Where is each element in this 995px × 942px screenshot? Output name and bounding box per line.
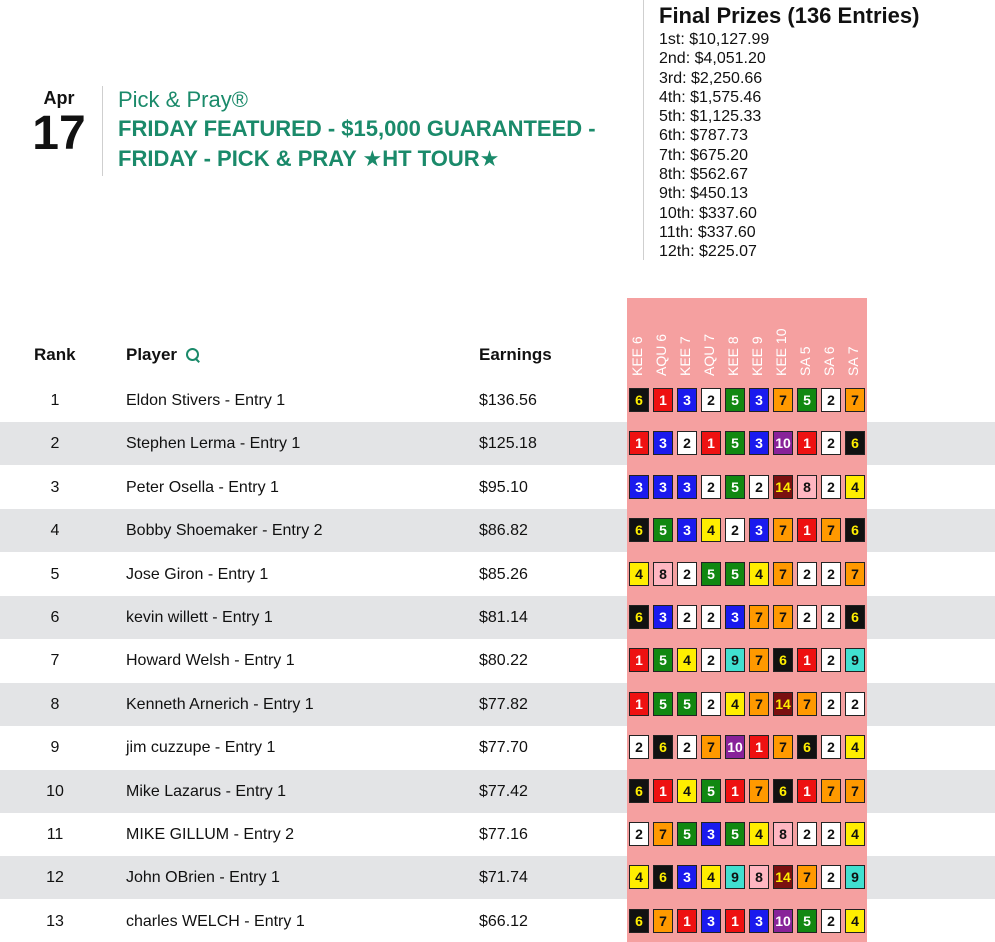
search-icon[interactable] xyxy=(185,347,201,363)
pick-badge: 1 xyxy=(677,909,697,933)
pick-badge: 6 xyxy=(845,431,865,455)
pick-badge: 6 xyxy=(629,605,649,629)
rank-cell: 11 xyxy=(46,826,64,843)
pick-badge: 5 xyxy=(725,431,745,455)
pick-badge: 2 xyxy=(629,822,649,846)
pick-row xyxy=(627,648,867,672)
prize-line: 12th: $225.07 xyxy=(659,243,757,261)
pick-badge: 5 xyxy=(677,822,697,846)
pick-badge: 5 xyxy=(653,692,673,716)
pick-badge: 2 xyxy=(821,388,841,412)
pick-badge: 7 xyxy=(749,692,769,716)
table-row[interactable] xyxy=(0,639,995,682)
pick-badge: 14 xyxy=(773,692,793,716)
player-name: Peter Osella - Entry 1 xyxy=(126,478,279,496)
pick-badge: 10 xyxy=(773,909,793,933)
prize-line: 4th: $1,575.46 xyxy=(659,88,762,106)
pick-badge: 7 xyxy=(653,822,673,846)
table-row[interactable] xyxy=(0,422,995,465)
player-header-label[interactable]: Player xyxy=(126,345,178,364)
pick-badge: 2 xyxy=(749,475,769,499)
pick-row xyxy=(627,431,867,455)
table-row[interactable] xyxy=(0,900,995,942)
prize-line: 3rd: $2,250.66 xyxy=(659,69,763,87)
race-header-label: AQU 6 xyxy=(653,333,669,376)
rank-cell: 1 xyxy=(50,392,60,409)
pick-row xyxy=(627,909,867,933)
player-name: Mike Lazarus - Entry 1 xyxy=(126,782,287,800)
pick-badge: 7 xyxy=(845,779,865,803)
pick-badge: 7 xyxy=(797,865,817,889)
player-name: Kenneth Arnerich - Entry 1 xyxy=(126,695,314,713)
race-header-label: AQU 7 xyxy=(701,333,717,376)
pick-badge: 6 xyxy=(845,605,865,629)
pick-badge: 5 xyxy=(653,518,673,542)
pick-badge: 10 xyxy=(725,735,745,759)
pick-row xyxy=(627,865,867,889)
pick-badge: 2 xyxy=(701,475,721,499)
tournament-title[interactable]: FRIDAY FEATURED - $15,000 GUARANTEED - FRIDAY - PICK & PRAY ★HT TOUR★ xyxy=(118,116,596,171)
table-row[interactable] xyxy=(0,466,995,509)
player-name: John OBrien - Entry 1 xyxy=(126,869,280,887)
race-header xyxy=(675,302,699,380)
pick-badge: 14 xyxy=(773,865,793,889)
race-header xyxy=(651,302,675,380)
pick-badge: 8 xyxy=(653,562,673,586)
pick-row xyxy=(627,605,867,629)
pick-badge: 2 xyxy=(701,605,721,629)
pick-badge: 2 xyxy=(821,648,841,672)
race-header-label: KEE 9 xyxy=(749,336,765,376)
pick-badge: 4 xyxy=(701,865,721,889)
pick-badge: 6 xyxy=(773,779,793,803)
pick-badge: 1 xyxy=(797,518,817,542)
pick-badge: 6 xyxy=(629,518,649,542)
pick-badge: 7 xyxy=(653,909,673,933)
rank-cell: 4 xyxy=(50,522,60,540)
pick-badge: 4 xyxy=(629,865,649,889)
pick-badge: 7 xyxy=(773,562,793,586)
pick-badge: 1 xyxy=(653,388,673,412)
pick-badge: 2 xyxy=(797,822,817,846)
final-prizes xyxy=(659,4,919,262)
pick-badge: 3 xyxy=(653,431,673,455)
table-row[interactable] xyxy=(0,856,995,899)
pick-badge: 3 xyxy=(677,388,697,412)
prizes-title: Final Prizes (136 Entries) xyxy=(659,3,920,28)
race-header xyxy=(843,302,867,380)
race-header xyxy=(723,302,747,380)
player-name: charles WELCH - Entry 1 xyxy=(126,912,305,930)
pick-badge: 6 xyxy=(629,779,649,803)
prize-line: 9th: $450.13 xyxy=(659,185,748,203)
race-header xyxy=(699,302,723,380)
prize-line: 11th: $337.60 xyxy=(659,223,756,241)
pick-badge: 1 xyxy=(725,909,745,933)
pick-badge: 1 xyxy=(653,779,673,803)
pick-badge: 1 xyxy=(701,431,721,455)
race-header xyxy=(819,302,843,380)
race-header xyxy=(795,302,819,380)
pick-badge: 5 xyxy=(677,692,697,716)
pick-badge: 4 xyxy=(845,735,865,759)
pick-badge: 8 xyxy=(773,822,793,846)
pick-badge: 7 xyxy=(773,388,793,412)
pick-badge: 6 xyxy=(797,735,817,759)
prize-line: 8th: $562.67 xyxy=(659,166,748,184)
prize-line: 6th: $787.73 xyxy=(659,127,748,145)
pick-badge: 4 xyxy=(677,648,697,672)
pick-badge: 7 xyxy=(845,388,865,412)
pick-badge: 3 xyxy=(677,865,697,889)
prize-list xyxy=(659,30,919,262)
pick-badge: 7 xyxy=(797,692,817,716)
race-header xyxy=(627,302,651,380)
pick-badge: 2 xyxy=(629,735,649,759)
pick-badge: 5 xyxy=(725,562,745,586)
pick-badge: 2 xyxy=(677,562,697,586)
race-header xyxy=(771,302,795,380)
pick-badge: 3 xyxy=(749,431,769,455)
player-name: Stephen Lerma - Entry 1 xyxy=(126,435,301,453)
rank-cell: 2 xyxy=(50,435,60,453)
pick-badge: 7 xyxy=(773,518,793,542)
pick-badge: 4 xyxy=(749,822,769,846)
event-month: Apr xyxy=(43,88,75,108)
pick-badge: 2 xyxy=(821,605,841,629)
pick-row xyxy=(627,388,867,412)
player-name: kevin willett - Entry 1 xyxy=(126,609,273,626)
race-header-label: KEE 6 xyxy=(629,336,645,376)
pick-badge: 5 xyxy=(653,648,673,672)
pick-badge: 3 xyxy=(749,909,769,933)
pick-badge: 4 xyxy=(677,779,697,803)
event-date xyxy=(30,88,88,159)
pick-badge: 2 xyxy=(677,431,697,455)
rank-cell: 8 xyxy=(50,695,60,713)
pick-badge: 6 xyxy=(773,648,793,672)
pick-badge: 1 xyxy=(797,779,817,803)
pick-badge: 2 xyxy=(821,431,841,455)
earnings-cell: $77.82 xyxy=(479,695,528,713)
pick-badge: 14 xyxy=(773,475,793,499)
earnings-cell: $66.12 xyxy=(479,912,528,930)
pick-badge: 3 xyxy=(749,518,769,542)
race-header-label: SA 7 xyxy=(845,346,861,376)
prize-line: 7th: $675.20 xyxy=(659,146,748,164)
pick-badge: 2 xyxy=(845,692,865,716)
pick-badge: 7 xyxy=(821,779,841,803)
pick-badge: 7 xyxy=(773,735,793,759)
tournament-info xyxy=(118,86,633,174)
pick-badge: 10 xyxy=(773,431,793,455)
pick-badge: 8 xyxy=(797,475,817,499)
table-row[interactable] xyxy=(0,770,995,813)
pick-badge: 1 xyxy=(797,431,817,455)
pick-badge: 7 xyxy=(749,779,769,803)
earnings-header[interactable]: Earnings xyxy=(479,345,552,364)
pick-row xyxy=(627,475,867,499)
rank-cell: 13 xyxy=(46,912,64,930)
player-name: jim cuzzupe - Entry 1 xyxy=(126,739,276,757)
earnings-cell: $77.16 xyxy=(479,826,528,843)
player-header[interactable] xyxy=(126,345,201,365)
pick-badge: 3 xyxy=(677,475,697,499)
pick-badge: 9 xyxy=(725,865,745,889)
pick-badge: 6 xyxy=(629,388,649,412)
pick-badge: 4 xyxy=(845,822,865,846)
rank-cell: 3 xyxy=(50,478,60,496)
pick-badge: 4 xyxy=(749,562,769,586)
earnings-cell: $71.74 xyxy=(479,869,528,887)
pick-badge: 5 xyxy=(701,779,721,803)
pick-badge: 3 xyxy=(749,388,769,412)
pick-badge: 9 xyxy=(845,648,865,672)
pick-badge: 5 xyxy=(725,475,745,499)
pick-badge: 9 xyxy=(725,648,745,672)
prize-line: 10th: $337.60 xyxy=(659,204,757,222)
pick-badge: 1 xyxy=(797,648,817,672)
pick-badge: 7 xyxy=(821,518,841,542)
earnings-cell: $81.14 xyxy=(479,609,528,626)
rank-cell: 5 xyxy=(50,565,60,583)
pick-badge: 7 xyxy=(701,735,721,759)
pick-badge: 4 xyxy=(701,518,721,542)
pick-badge: 6 xyxy=(653,735,673,759)
pick-badge: 7 xyxy=(749,605,769,629)
race-header-label: SA 5 xyxy=(797,346,813,376)
rank-cell: 6 xyxy=(50,609,60,626)
pick-badge: 2 xyxy=(797,605,817,629)
table-row[interactable] xyxy=(0,813,995,856)
pick-badge: 2 xyxy=(797,562,817,586)
table-row[interactable] xyxy=(0,509,995,552)
earnings-cell: $95.10 xyxy=(479,478,528,496)
pick-badge: 6 xyxy=(653,865,673,889)
pick-row xyxy=(627,779,867,803)
pick-badge: 1 xyxy=(629,692,649,716)
prize-line: 2nd: $4,051.20 xyxy=(659,50,766,68)
pick-badge: 3 xyxy=(677,518,697,542)
date-divider xyxy=(102,86,103,176)
table-row[interactable] xyxy=(0,683,995,726)
pick-badge: 3 xyxy=(701,822,721,846)
race-headers xyxy=(627,302,867,380)
race-header xyxy=(747,302,771,380)
pick-badge: 7 xyxy=(749,648,769,672)
earnings-cell: $136.56 xyxy=(479,392,537,409)
pick-badge: 5 xyxy=(725,822,745,846)
earnings-cell: $77.70 xyxy=(479,739,528,757)
earnings-cell: $125.18 xyxy=(479,435,537,453)
pick-row xyxy=(627,822,867,846)
pick-row xyxy=(627,518,867,542)
pick-row xyxy=(627,735,867,759)
rank-cell: 7 xyxy=(50,652,60,670)
table-row[interactable] xyxy=(0,553,995,596)
pick-badge: 3 xyxy=(701,909,721,933)
pick-badge: 2 xyxy=(677,605,697,629)
pick-badge: 4 xyxy=(629,562,649,586)
pick-badge: 5 xyxy=(725,388,745,412)
pick-badge: 3 xyxy=(653,605,673,629)
pick-badge: 3 xyxy=(725,605,745,629)
pick-badge: 8 xyxy=(749,865,769,889)
pick-badge: 2 xyxy=(701,692,721,716)
pick-badge: 2 xyxy=(821,562,841,586)
event-day: 17 xyxy=(32,107,86,160)
prize-line: 1st: $10,127.99 xyxy=(659,31,770,48)
pick-badge: 4 xyxy=(725,692,745,716)
race-header-label: KEE 8 xyxy=(725,336,741,376)
pick-badge: 2 xyxy=(725,518,745,542)
race-header-label: SA 6 xyxy=(821,346,837,376)
race-header-label: KEE 10 xyxy=(773,328,789,376)
pick-badge: 5 xyxy=(701,562,721,586)
pick-badge: 1 xyxy=(749,735,769,759)
rank-header[interactable]: Rank xyxy=(34,345,76,364)
player-name: Eldon Stivers - Entry 1 xyxy=(126,392,286,409)
pick-badge: 9 xyxy=(845,865,865,889)
player-name: Bobby Shoemaker - Entry 2 xyxy=(126,522,323,540)
player-name: Jose Giron - Entry 1 xyxy=(126,565,269,583)
pick-badge: 2 xyxy=(821,822,841,846)
player-name: MIKE GILLUM - Entry 2 xyxy=(126,826,295,843)
prize-divider xyxy=(643,0,644,260)
pick-badge: 7 xyxy=(845,562,865,586)
pick-badge: 2 xyxy=(821,909,841,933)
pick-row xyxy=(627,562,867,586)
earnings-cell: $86.82 xyxy=(479,522,528,540)
pick-badge: 2 xyxy=(821,735,841,759)
pick-badge: 5 xyxy=(797,909,817,933)
pick-badge: 6 xyxy=(629,909,649,933)
pick-badge: 7 xyxy=(773,605,793,629)
pick-badge: 1 xyxy=(629,431,649,455)
earnings-cell: $85.26 xyxy=(479,565,528,583)
pick-badge: 1 xyxy=(629,648,649,672)
prize-line: 5th: $1,125.33 xyxy=(659,108,762,126)
player-name: Howard Welsh - Entry 1 xyxy=(126,652,295,670)
pick-badge: 2 xyxy=(821,475,841,499)
tournament-name[interactable]: Pick & Pray® xyxy=(118,87,248,112)
table-row[interactable] xyxy=(0,596,995,639)
pick-badge: 3 xyxy=(653,475,673,499)
table-row[interactable] xyxy=(0,379,995,422)
table-row[interactable] xyxy=(0,726,995,769)
pick-badge: 2 xyxy=(701,648,721,672)
pick-badge: 1 xyxy=(725,779,745,803)
rank-cell: 9 xyxy=(50,739,60,757)
pick-badge: 2 xyxy=(821,692,841,716)
earnings-cell: $77.42 xyxy=(479,782,528,800)
race-header-label: KEE 7 xyxy=(677,336,693,376)
pick-badge: 5 xyxy=(797,388,817,412)
pick-badge: 3 xyxy=(629,475,649,499)
pick-row xyxy=(627,692,867,716)
pick-badge: 4 xyxy=(845,475,865,499)
rank-cell: 12 xyxy=(46,869,64,887)
earnings-cell: $80.22 xyxy=(479,652,528,670)
pick-badge: 2 xyxy=(701,388,721,412)
pick-badge: 2 xyxy=(821,865,841,889)
pick-badge: 2 xyxy=(677,735,697,759)
pick-badge: 6 xyxy=(845,518,865,542)
rank-cell: 10 xyxy=(46,782,64,800)
pick-badge: 4 xyxy=(845,909,865,933)
